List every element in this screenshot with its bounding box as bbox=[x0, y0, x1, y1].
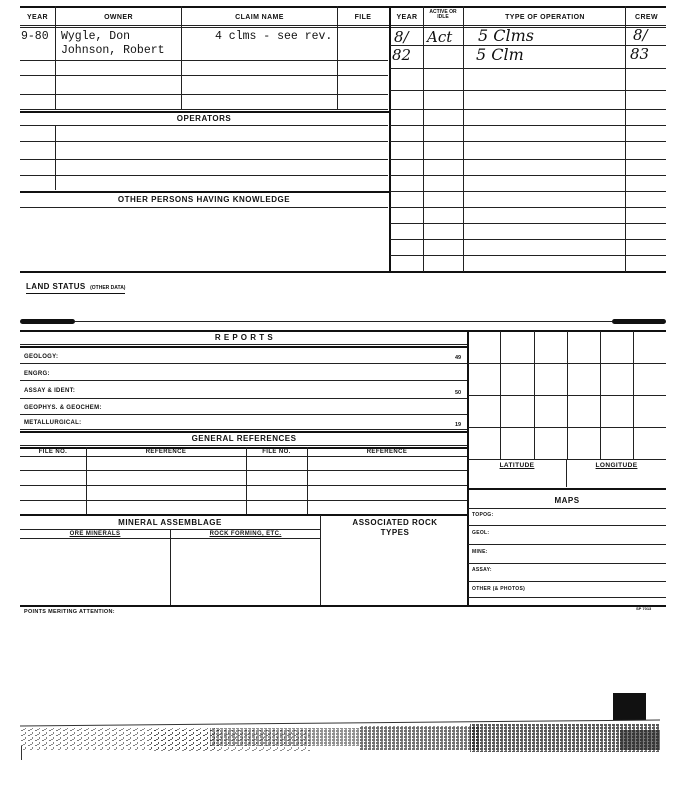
reference-header-1: REFERENCE bbox=[145, 449, 187, 455]
owner-entry-name-1: Wygle, Don bbox=[61, 30, 131, 43]
map-row-other: OTHER (& PHOTOS) bbox=[472, 586, 526, 592]
active-idle-header: ACTIVE OR IDLE bbox=[429, 9, 457, 21]
year-header: YEAR bbox=[26, 14, 49, 21]
map-row-mine: MINE: bbox=[472, 549, 488, 555]
report-row-assay-number: 50 bbox=[455, 390, 462, 396]
form-code: SP 7013 bbox=[636, 606, 652, 611]
mineral-assemblage-heading: MINERAL ASSEMBLAGE bbox=[118, 518, 222, 527]
other-persons-heading: OTHER PERSONS HAVING KNOWLEDGE bbox=[117, 195, 291, 204]
handwritten-active-1: Act bbox=[427, 28, 453, 46]
land-status-label: LAND STATUS bbox=[26, 282, 86, 291]
land-status-sublabel: (OTHER DATA) bbox=[90, 285, 126, 291]
ore-minerals-header: ORE MINERALS bbox=[69, 531, 121, 537]
owner-entry-name-2: Johnson, Robert bbox=[61, 44, 165, 57]
report-row-geology: GEOLOGY: bbox=[24, 354, 59, 360]
map-row-assay: ASSAY: bbox=[472, 567, 492, 573]
points-meriting-attention-label: POINTS MERITING ATTENTION: bbox=[24, 609, 115, 615]
handwritten-year-1: 8/ bbox=[394, 28, 409, 46]
owner-entry-year: 9-80 bbox=[21, 30, 49, 43]
latitude-label: LATITUDE bbox=[499, 462, 535, 469]
handwritten-crew-1: 8/ bbox=[633, 26, 648, 44]
handwritten-year-2: 82 bbox=[392, 46, 412, 64]
report-row-metallurgical: METALLURGICAL: bbox=[24, 420, 82, 426]
type-of-operation-header: TYPE OF OPERATION bbox=[505, 14, 585, 21]
report-row-metallurgical-number: 19 bbox=[455, 422, 462, 428]
handwritten-type-1: 5 Clms bbox=[478, 26, 535, 45]
owner-entry-claim: 4 clms - see rev. bbox=[215, 30, 333, 43]
maps-heading: MAPS bbox=[554, 496, 580, 505]
longitude-label: LONGITUDE bbox=[595, 462, 638, 469]
land-status-heading bbox=[26, 277, 125, 294]
report-row-engrg: ENGRG: bbox=[24, 371, 50, 377]
general-references-heading: GENERAL REFERENCES bbox=[191, 434, 297, 443]
file-header: FILE bbox=[354, 14, 372, 21]
map-row-topog: TOPOG: bbox=[472, 512, 494, 518]
scan-noise-band bbox=[0, 700, 678, 760]
left-binding-mark bbox=[20, 319, 75, 324]
file-no-header-2: FILE NO. bbox=[262, 449, 291, 455]
handwritten-crew-2: 83 bbox=[630, 45, 650, 63]
year2-header: YEAR bbox=[396, 14, 418, 21]
right-binding-mark bbox=[612, 319, 666, 324]
rock-forming-header: ROCK FORMING, ETC. bbox=[209, 531, 282, 537]
reports-heading: R E P O R T S bbox=[214, 333, 274, 342]
map-row-geol: GEOL: bbox=[472, 530, 490, 536]
operators-heading: OPERATORS bbox=[176, 114, 232, 123]
associated-rock-types-heading: ASSOCIATED ROCK TYPES bbox=[352, 518, 438, 537]
claim-name-header: CLAIM NAME bbox=[235, 14, 284, 21]
reference-header-2: REFERENCE bbox=[366, 449, 408, 455]
report-row-geology-number: 49 bbox=[455, 355, 462, 361]
handwritten-type-2: 5 Clm bbox=[476, 45, 524, 64]
crew-header: CREW bbox=[635, 14, 658, 21]
report-row-geophys: GEOPHYS. & GEOCHEM: bbox=[24, 405, 102, 411]
report-row-assay: ASSAY & IDENT: bbox=[24, 388, 76, 394]
file-no-header-1: FILE NO. bbox=[38, 449, 68, 455]
owner-header: OWNER bbox=[104, 14, 133, 21]
